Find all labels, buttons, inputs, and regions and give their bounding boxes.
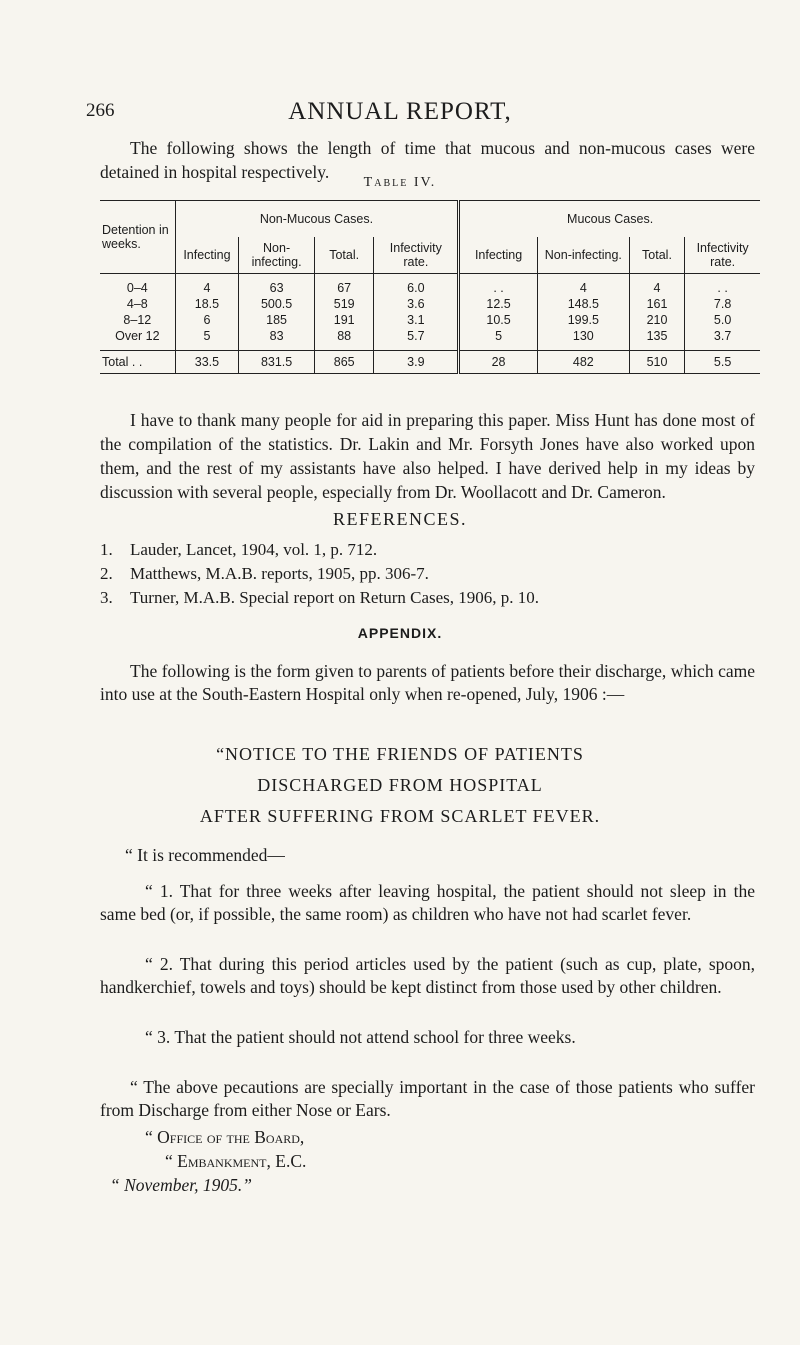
table-cell: 135	[629, 328, 685, 351]
subheader-cell: Infecting	[459, 237, 538, 274]
table-cell: Over 12	[100, 328, 175, 351]
reference-item	[100, 562, 760, 586]
table-cell: 4	[203, 281, 211, 295]
table-cell: 67	[314, 274, 374, 297]
table-cell: 12.5	[459, 296, 538, 312]
page-number: 266	[86, 100, 115, 121]
table-cell: . .	[459, 274, 538, 297]
table-cell: 4	[629, 274, 685, 297]
table-cell: . .	[685, 274, 760, 297]
total-cell: 5.5	[685, 351, 760, 374]
table-cell: 6	[203, 313, 211, 327]
total-cell: 3.9	[374, 351, 459, 374]
table-cell: 88	[314, 328, 374, 351]
total-cell: 831.5	[239, 351, 315, 374]
reference-item	[100, 538, 760, 562]
table-cell: 130	[537, 328, 629, 351]
table-cell: 18.5	[194, 297, 220, 311]
detention-table	[100, 200, 760, 374]
closing-paragraph: “ The above pecautions are specially important in the case of those patients who suffer from Discharge from either Nose or Ears.	[100, 1077, 755, 1120]
subheader-cell: Infectivity rate.	[685, 237, 760, 274]
date-line: “ November, 1905.”	[110, 1175, 252, 1195]
reference-text: Matthews, M.A.B. reports, 1905, pp. 306-7.	[130, 564, 429, 583]
table-cell: 3.1	[374, 312, 459, 328]
notice-point-3: “ 3. That the patient should not attend school for three weeks.	[145, 1027, 576, 1047]
table-cell: 5.0	[685, 312, 760, 328]
notice-heading-line-3: AFTER SUFFERING FROM SCARLET FEVER.	[199, 806, 601, 826]
total-cell: 510	[629, 351, 685, 374]
table-cell: 210	[629, 312, 685, 328]
total-cell: 865	[314, 351, 374, 374]
reference-text: Lauder, Lancet, 1904, vol. 1, p. 712.	[130, 540, 378, 559]
table-cell: 83	[239, 328, 315, 351]
table-cell: 5	[459, 328, 538, 351]
table-cell: 519	[314, 296, 374, 312]
subheader-cell: Infecting	[175, 237, 239, 274]
notice-point-2: “ 2. That during this period articles used by the patient (such as cup, plate, spoon, handkerchief, towels and toys) should be kept distinct from those used by other children.	[100, 954, 755, 997]
subheader-cell: Total.	[314, 237, 374, 274]
group-nonmucous-header: Non-Mucous Cases.	[175, 201, 459, 238]
reference-number: 1.	[100, 540, 113, 559]
table-cell: 4–8	[100, 296, 175, 312]
table-cell: 0–4	[100, 274, 175, 297]
table-cell: 199.5	[537, 312, 629, 328]
table-cell: 3.6	[374, 296, 459, 312]
running-head: ANNUAL REPORT,	[288, 98, 512, 125]
table-cell: 6.0	[374, 274, 459, 297]
notice-point-1: “ 1. That for three weeks after leaving hospital, the patient should not sleep in the same bed (or, if possible, the same room) as children who have not had scarlet fever.	[100, 881, 755, 924]
table-cell: 185	[239, 312, 315, 328]
references-list	[100, 538, 760, 610]
group-mucous-header: Mucous Cases.	[459, 201, 760, 238]
table-cell: 5	[203, 329, 211, 343]
table-caption: Table IV.	[363, 175, 437, 190]
reference-text: Turner, M.A.B. Special report on Return Cases, 1906, p. 10.	[130, 588, 540, 607]
reference-item	[100, 586, 760, 610]
table-cell: 161	[629, 296, 685, 312]
acknowledgements-paragraph: I have to thank many people for aid in preparing this paper. Miss Hunt has done most of the compilation of the statistics. Dr. Lakin and Mr. Forsyth Jones have also worked upon them, and the rest of my assistants have also helped. I have derived help in my ideas by discussion with several people, especially from Dr. Woollacott and Dr. Cameron.	[100, 410, 755, 502]
table-cell: 191	[314, 312, 374, 328]
recommended-line: “ It is recommended—	[125, 845, 285, 865]
table-cell: 4	[537, 274, 629, 297]
subheader-cell: Total.	[629, 237, 685, 274]
detention-header: Detention in weeks.	[100, 201, 175, 274]
total-label: Total . .	[100, 351, 175, 374]
subheader-cell: Non-infecting.	[537, 237, 629, 274]
appendix-intro: The following is the form given to parents of patients before their discharge, which came into use at the South-Eastern Hospital only when re-opened, July, 1906 :—	[100, 661, 755, 704]
table-cell: 148.5	[537, 296, 629, 312]
table-cell: 63	[239, 274, 315, 297]
total-cell: 33.5	[175, 351, 239, 374]
subheader-cell: Non-infecting.	[239, 237, 315, 274]
embankment-line: “ Embankment, E.C.	[165, 1151, 307, 1171]
table-cell: 7.8	[685, 296, 760, 312]
intro-paragraph: The following shows the length of time that mucous and non-mucous cases were detained in hospital respectively.	[100, 138, 755, 182]
table-cell: 8–12	[100, 312, 175, 328]
subheader-cell: Infectivity rate.	[374, 237, 459, 274]
table-cell: 500.5	[239, 296, 315, 312]
notice-heading-line-2: DISCHARGED FROM HOSPITAL	[257, 775, 543, 795]
table-cell: 5.7	[374, 328, 459, 351]
total-cell: 28	[459, 351, 538, 374]
reference-number: 2.	[100, 564, 113, 583]
table-cell: 10.5	[459, 312, 538, 328]
table-cell: 3.7	[685, 328, 760, 351]
office-line: “ Office of the Board,	[145, 1127, 305, 1147]
notice-heading-line-1: “NOTICE TO THE FRIENDS OF PATIENTS	[216, 744, 584, 764]
references-title: REFERENCES.	[332, 509, 468, 529]
reference-number: 3.	[100, 588, 113, 607]
appendix-title: APPENDIX.	[357, 625, 443, 641]
page-header	[0, 98, 800, 128]
total-cell: 482	[537, 351, 629, 374]
